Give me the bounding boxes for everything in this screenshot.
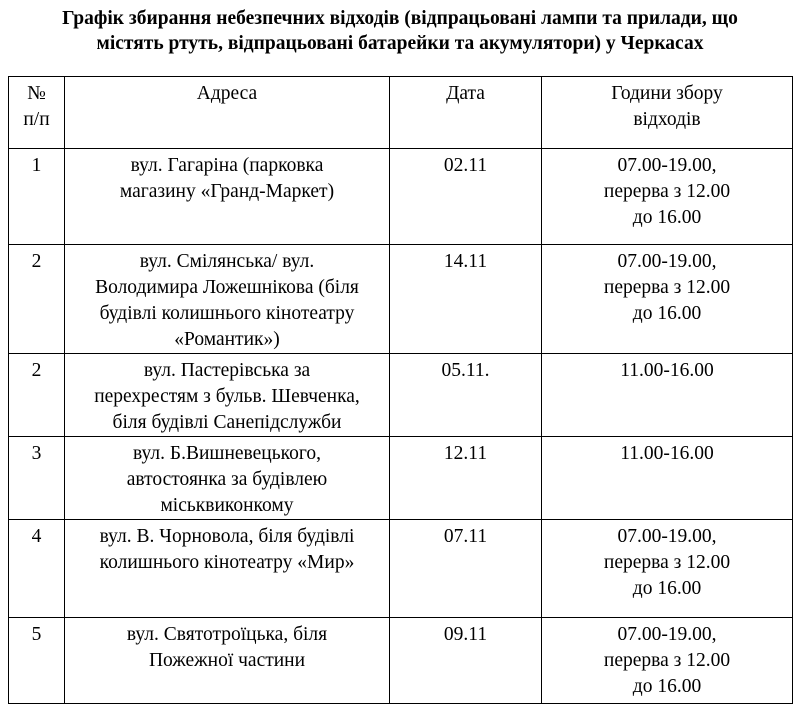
hours-line: 07.00-19.00, [617,155,717,176]
address-line: вул. Гагаріна (парковка [130,155,324,176]
hours-line: до 16.00 [632,578,702,599]
row-date: 02.11 [390,149,542,245]
address-line: автостоянка за будівлею [126,469,328,490]
row-hours [542,437,793,520]
row-number: 2 [9,245,65,354]
row-hours [542,354,793,437]
hours-line: до 16.00 [632,207,702,228]
hours-line: до 16.00 [632,676,702,697]
address-line: перехрестям з бульв. Шевченка, [94,386,360,407]
table-row [9,354,793,437]
header-date-label: Дата [446,83,485,104]
hours-line: до 16.00 [632,303,702,324]
header-date [390,77,542,149]
row-address [65,520,390,618]
hours-line: перерва з 12.00 [603,181,731,202]
header-address-label: Адреса [196,83,258,104]
row-hours [542,618,793,704]
address-line: біля будівлі Санепідслужби [112,412,342,433]
address-line: Володимира Ложешнікова (біля [95,277,359,298]
address-line: Пожежної частини [148,650,306,671]
hours-line: перерва з 12.00 [603,552,731,573]
address-line: міськвиконкому [160,495,294,516]
header-hours-line-2: відходів [633,109,701,130]
header-number [9,77,65,149]
title-line-2: містять ртуть, відпрацьовані батарейки та акумулятори) у Черкасах [96,33,704,54]
address-line: вул. Б.Вишневецького, [133,443,321,464]
row-hours [542,149,793,245]
address-line: магазину «Гранд-Маркет) [119,181,335,202]
table-row [9,618,793,704]
row-number: 1 [9,149,65,245]
row-address [65,354,390,437]
row-date: 09.11 [390,618,542,704]
address-line: вул. Пастерівська за [143,360,311,381]
title-line-1: Графік збирання небезпечних відходів (відпрацьовані лампи та прилади, що [62,8,738,29]
document-title [0,6,800,56]
hours-line: перерва з 12.00 [603,277,731,298]
table-row [9,245,793,354]
header-address [65,77,390,149]
header-number-line-1: № [27,83,46,104]
address-line: вул. Святотроїцька, біля [126,624,328,645]
address-line: вул. В. Чорновола, біля будівлі [99,526,355,547]
table-header-row [9,77,793,149]
header-hours-line-1: Години збору [611,83,723,104]
address-line: «Романтик») [174,329,280,350]
row-date: 12.11 [390,437,542,520]
hours-line: 11.00-16.00 [620,443,714,464]
table-row [9,149,793,245]
table-row [9,437,793,520]
row-number: 2 [9,354,65,437]
row-number: 5 [9,618,65,704]
row-date: 07.11 [390,520,542,618]
collection-schedule-table [8,76,793,704]
row-address [65,437,390,520]
hours-line: 11.00-16.00 [620,360,714,381]
address-line: будівлі колишнього кінотеатру [99,303,355,324]
row-address [65,245,390,354]
header-number-line-2: п/п [23,109,50,130]
address-line: колишнього кінотеатру «Мир» [99,552,355,573]
row-hours [542,520,793,618]
header-hours [542,77,793,149]
row-hours [542,245,793,354]
table-row [9,520,793,618]
hours-line: 07.00-19.00, [617,526,717,547]
hours-line: перерва з 12.00 [603,650,731,671]
row-address [65,149,390,245]
row-date: 05.11. [390,354,542,437]
row-number: 4 [9,520,65,618]
hours-line: 07.00-19.00, [617,624,717,645]
address-line: вул. Смілянська/ вул. [139,251,315,272]
hours-line: 07.00-19.00, [617,251,717,272]
row-address [65,618,390,704]
row-number: 3 [9,437,65,520]
row-date: 14.11 [390,245,542,354]
